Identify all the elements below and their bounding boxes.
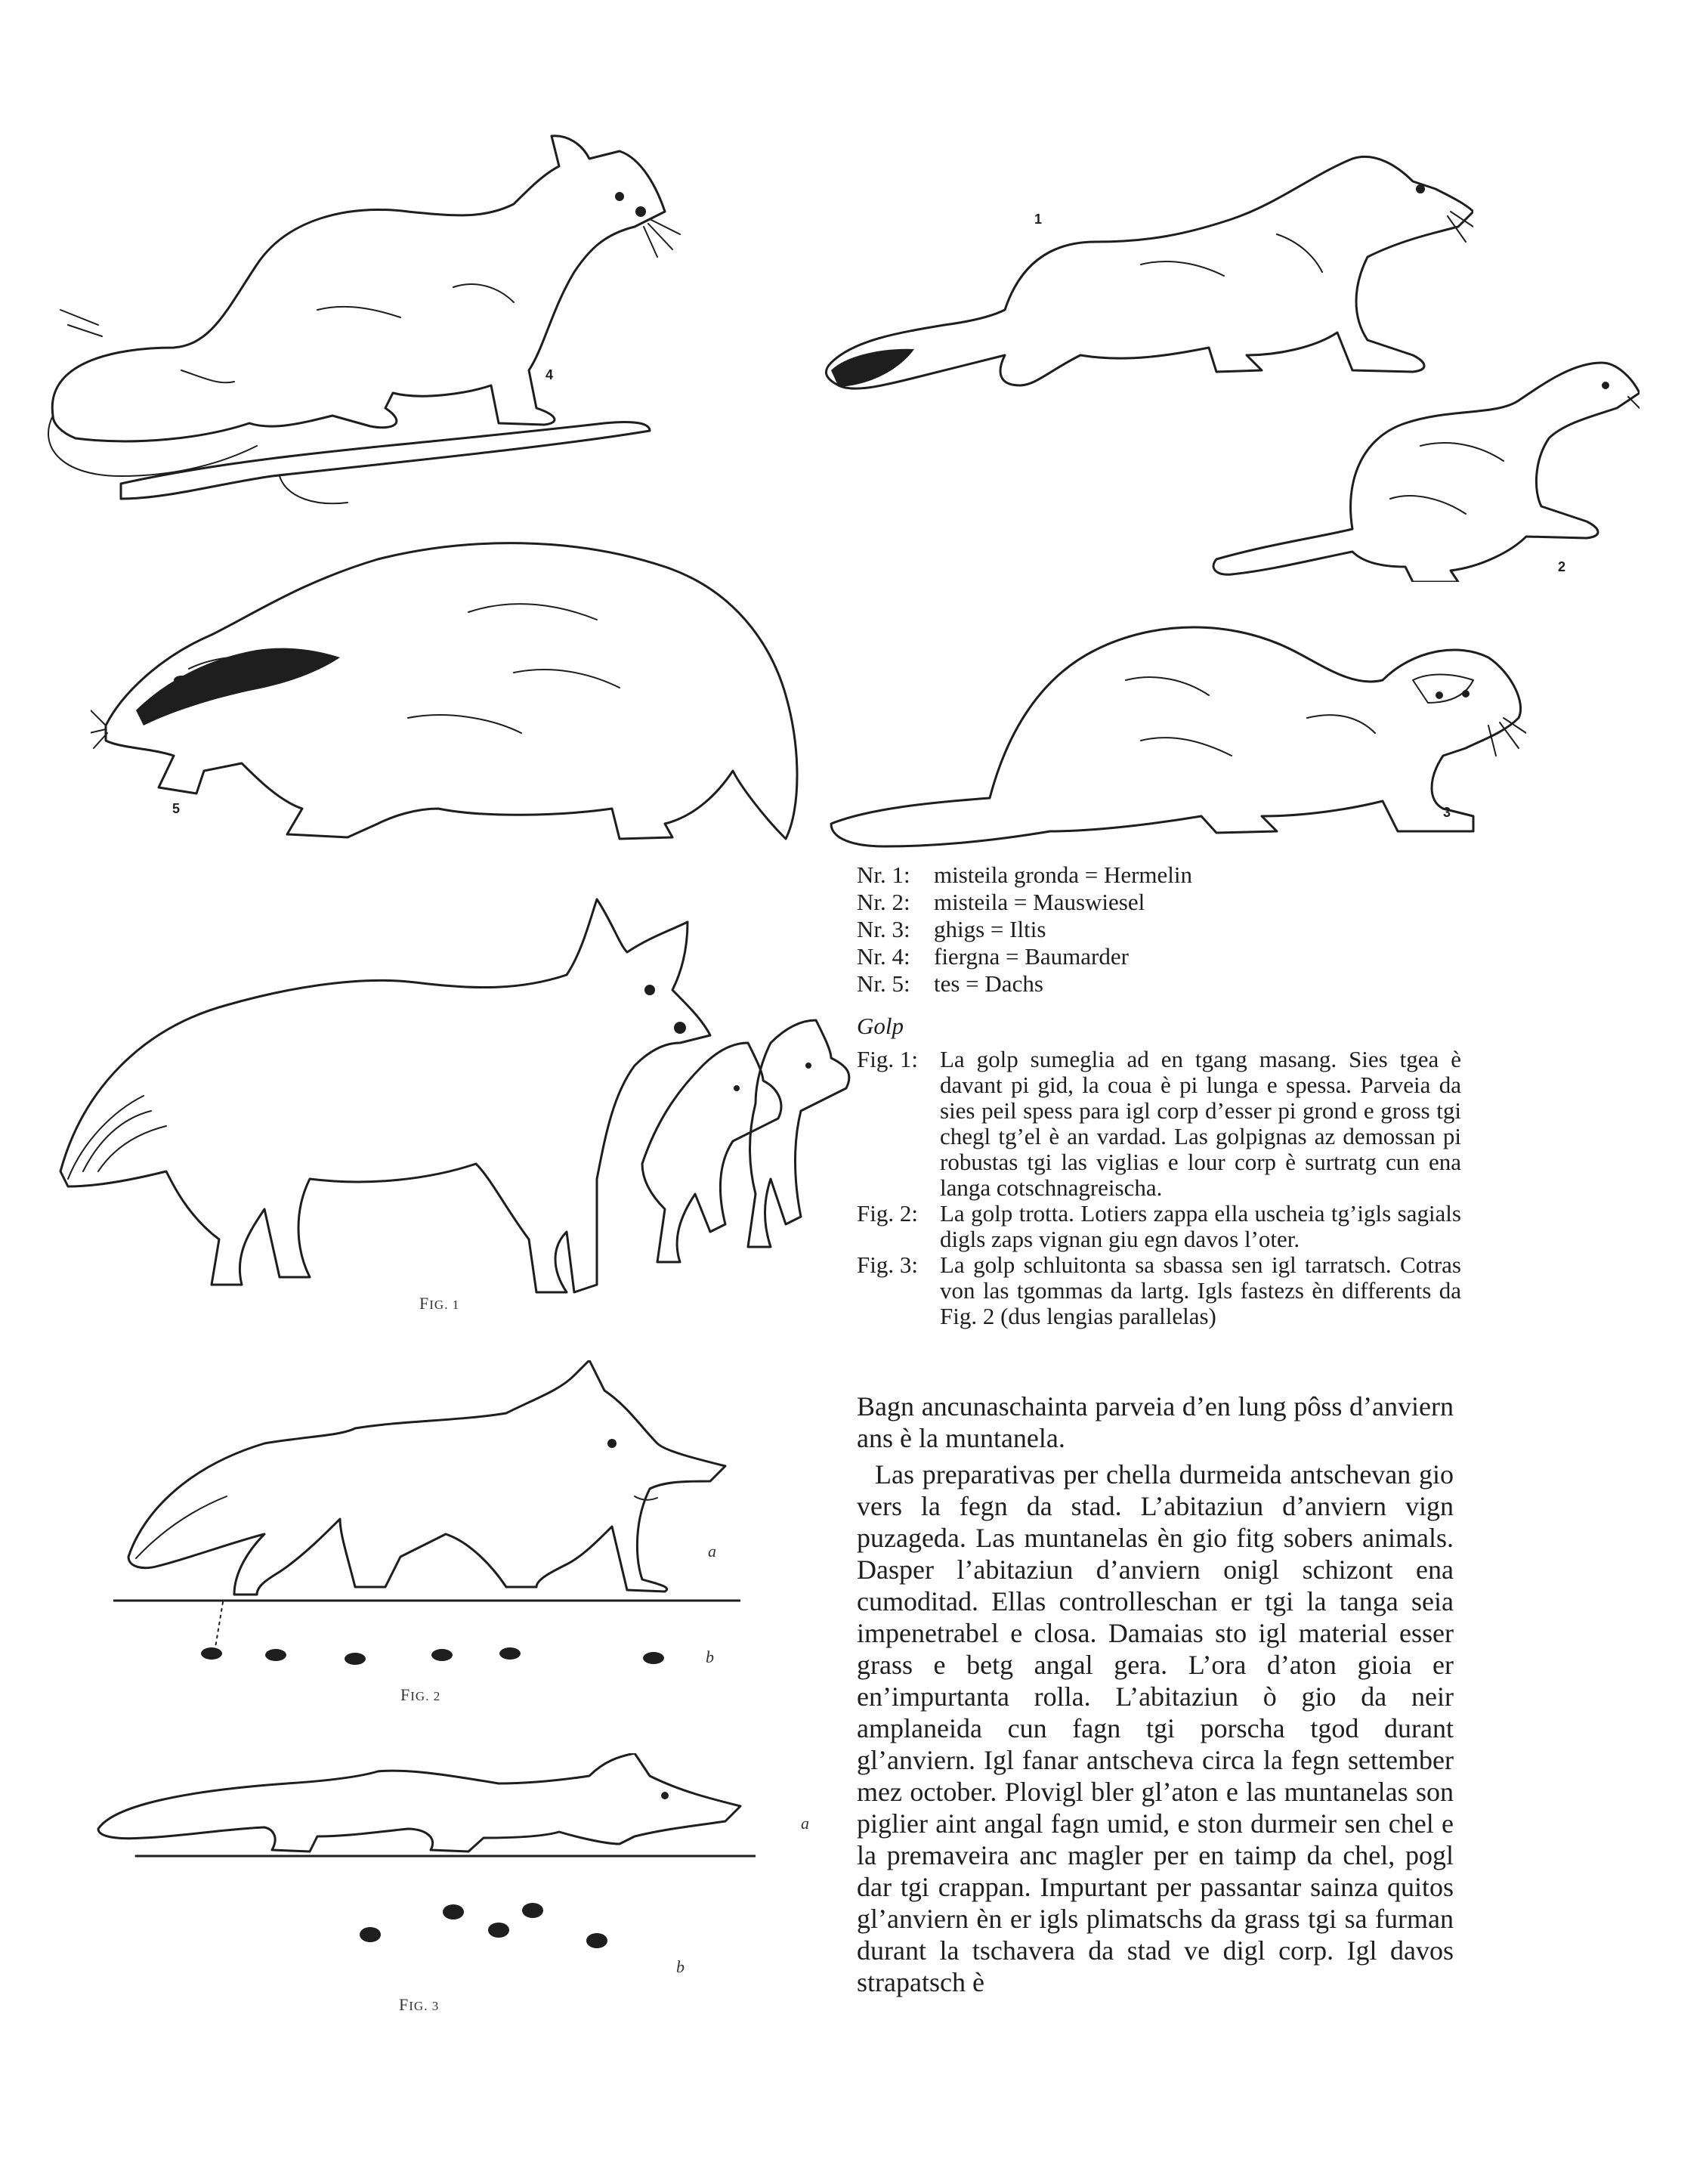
- body-text: [857, 1391, 1454, 2003]
- fig3-caption-rest: IG. 3: [409, 1999, 440, 2013]
- figure-note: [857, 1201, 1461, 1252]
- fig3-sub-a: a: [801, 1814, 809, 1833]
- fig2-caption-prefix: F: [400, 1685, 411, 1704]
- species-row: [857, 916, 1537, 943]
- label-5: 5: [172, 801, 181, 816]
- figure-note-label: Fig. 2:: [857, 1200, 918, 1227]
- species-row: [857, 862, 1537, 889]
- fig3-caption: [399, 1995, 439, 2015]
- polecat-illustration: [824, 605, 1526, 854]
- fig1-caption: [419, 1294, 459, 1313]
- trotting-fox-illustration: [113, 1360, 740, 1610]
- fig3-caption-prefix: F: [399, 1995, 410, 2014]
- figure-note-label: Fig. 3:: [857, 1251, 918, 1278]
- figure-notes: [857, 1047, 1461, 1329]
- body-paragraph: Las preparativas per chella durmeida antschevan gio vers la fegn da stad. L’abitaziun d’anviern vign puzageda. Las muntanelas èn gio fitg sobers animals. Dasper l’abitaziun d’anviern onigl schizont ena cumoditad. Ellas controlleschan er tgi la tanga seia impenetrabel e closa. Damaias sto igl material esser grass e betg angal gera. L’ora d’aton gioia er en’impurtanta rolla. L’abitaziun ò gio da neir amplaneida cun fagn tgi porscha tgod durant gl’anviern. Igl fanar antscheva circa la fegn settember mez october. Plovigl bler gl’aton e las muntanelas son piglier aint angal fagn umid, e ston durmeir sen chel e la premaveira anc magler per en taimp da chel, pogl dar tgi crappan. Impurtant per passantar sainza quitos gl’anviern èn er igls plimatschs da grass tgi sa furman durant la tschavera da stad ve digl corp. Igl davos strapatsch è: [857, 1459, 1454, 1997]
- fig2-caption-rest: IG. 2: [410, 1689, 441, 1703]
- species-number: Nr. 1:: [857, 862, 910, 888]
- fig2-caption: [400, 1685, 440, 1705]
- species-text: misteila gronda = Hermelin: [934, 862, 1193, 888]
- section-heading: Golp: [857, 1013, 904, 1039]
- creeping-fox-illustration: [91, 1753, 756, 1859]
- fig1-caption-prefix: F: [419, 1294, 430, 1313]
- species-number: Nr. 3:: [857, 916, 910, 942]
- figure-note-label: Fig. 1:: [857, 1046, 918, 1072]
- fig2-sub-a: a: [708, 1542, 716, 1561]
- species-number: Nr. 5:: [857, 970, 910, 997]
- figure-note: [857, 1047, 1461, 1201]
- label-3: 3: [1443, 805, 1451, 820]
- fig2-sub-b: b: [706, 1647, 714, 1666]
- species-text: misteila = Mauswiesel: [934, 889, 1145, 915]
- fig1-caption-rest: IG. 1: [429, 1298, 460, 1312]
- figure-note-text: La golp trotta. Lotiers zappa ella uscheia tg’igls sagials digls zaps vignan giu egn davos l’oter.: [940, 1200, 1461, 1252]
- species-list: [857, 862, 1537, 998]
- species-row: [857, 889, 1537, 916]
- species-row: [857, 970, 1537, 998]
- label-4: 4: [545, 367, 554, 382]
- figure-note-text: La golp sumeglia ad en tgang masang. Sies tgea è davant pi gid, la coua è pi lunga e spessa. Parveia da sies peil spess para igl corp d’esser pi grond e gross tgi chegl tg’el è an vardad. Las golpignas az demossan pi robustas tgi las viglias e lour corp è surtratg cun ena langa cotschnagreischa.: [940, 1046, 1461, 1201]
- fig3-sub-b: b: [676, 1957, 685, 1976]
- species-number: Nr. 2:: [857, 889, 910, 915]
- figure-note-text: La golp schluitonta sa sbassa sen igl tarratsch. Cotras von las tgommas da lartg. Igls fastezs èn differents da Fig. 2 (dus lengias parallelas): [940, 1251, 1461, 1329]
- body-paragraph: Bagn ancunaschainta parveia d’en lung pôss d’anviern ans è la muntanela.: [857, 1391, 1454, 1453]
- species-text: ghigs = Iltis: [934, 916, 1046, 942]
- label-2: 2: [1558, 559, 1566, 574]
- species-text: tes = Dachs: [934, 970, 1043, 997]
- badger-illustration: [91, 521, 816, 846]
- species-row: [857, 943, 1537, 970]
- label-1: 1: [1034, 212, 1043, 227]
- fig3-track-prints: [355, 1889, 627, 1957]
- species-text: fiergna = Baumarder: [934, 943, 1129, 970]
- species-number: Nr. 4:: [857, 943, 910, 970]
- figure-note: [857, 1252, 1461, 1329]
- fig2-track-prints: [193, 1595, 691, 1670]
- weasel-illustration: [1209, 355, 1640, 582]
- marten-illustration: [30, 121, 688, 514]
- fox-with-cubs-illustration: [53, 892, 854, 1300]
